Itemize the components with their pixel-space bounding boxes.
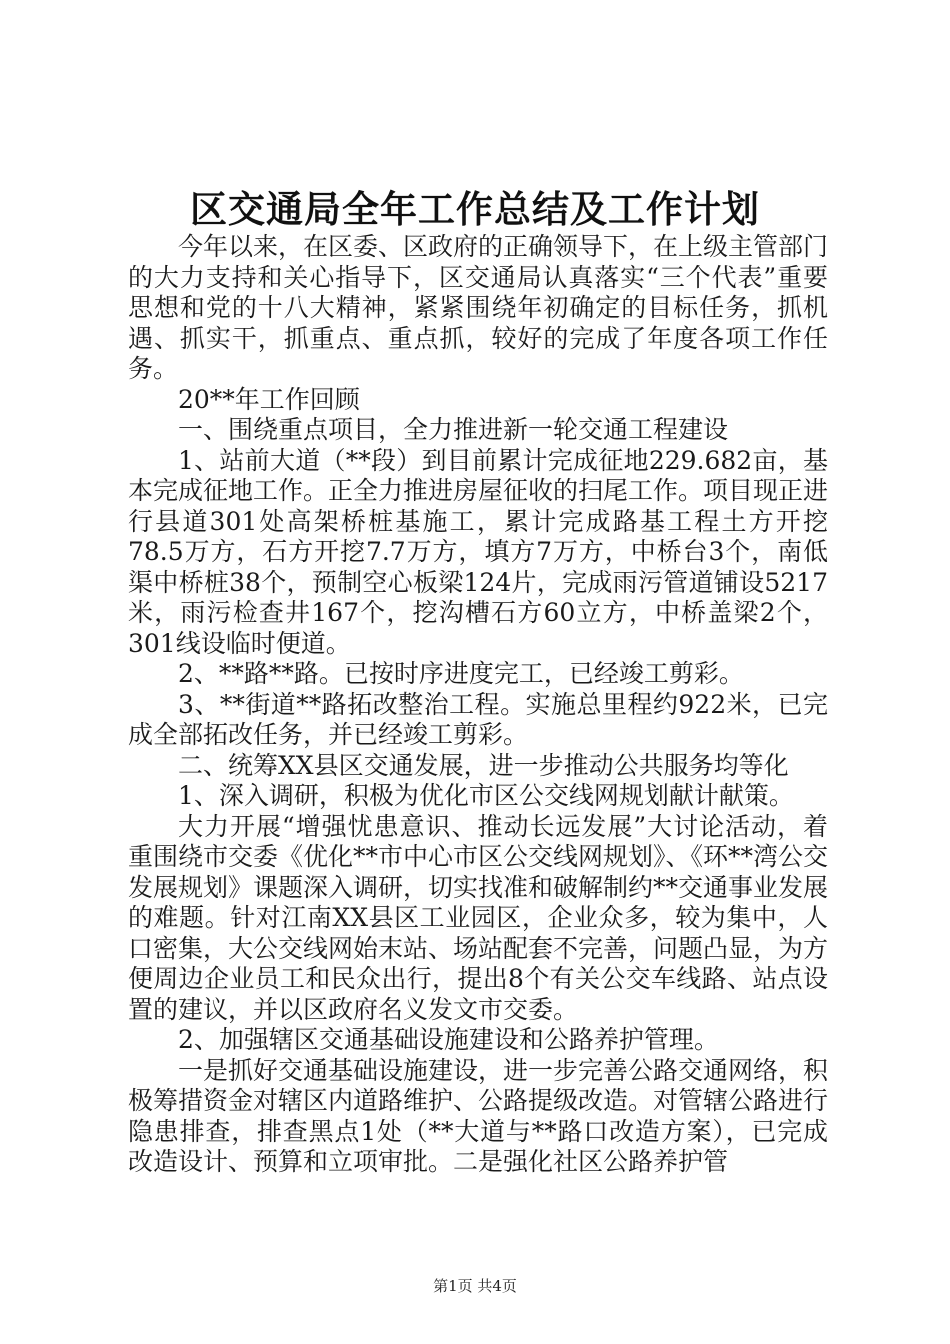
paragraph: 大力开展“增强忧患意识、推动长远发展”大讨论活动，着重围绕市交委《优化**市中心市区公交线网规划》、《环**湾公交发展规划》课题深入调研，切实找准和破解制约**交通事业发展的难题。针对江南XX县区工业园区，企业众多，较为集中，人口密集，大公交线网始末站、场站配套不完善，问题凸显，为方便周边企业员工和民众出行，提出8个有关公交车线路、站点设置的建议，并以区政府名义发文市交委。 (128, 811, 829, 1024)
paragraph: 2、**路**路。已按时序进度完工，已经竣工剪彩。 (178, 659, 744, 688)
paragraph: 今年以来，在区委、区政府的正确领导下，在上级主管部门的大力支持和关心指导下，区交通局认真落实“三个代表”重要思想和党的十八大精神，紧紧围绕年初确定的目标任务，抓机遇、抓实干，抓重点、重点抓，较好的完成了年度各项工作任务。 (128, 232, 829, 383)
paragraph: 一是抓好交通基础设施建设，进一步完善公路交通网络，积极筹措资金对辖区内道路维护、公路提级改造。对管辖公路进行隐患排查，排查黑点1处（**大道与**路口改造方案），已完成改造设计、预算和立项审批。二是强化社区公路养护管 (128, 1055, 829, 1176)
document-body (128, 232, 828, 1178)
paragraph: 20**年工作回顾 (178, 384, 360, 414)
document-title: 区交通局全年工作总结及工作计划 (190, 187, 760, 231)
page-footer: 第1页 共4页 (433, 1277, 517, 1295)
paragraph: 二、统筹XX县区交通发展，进一步推动公共服务均等化 (178, 750, 789, 780)
paragraph: 1、深入调研，积极为优化市区公交线网规划献计献策。 (178, 781, 794, 810)
paragraph: 一、围绕重点项目，全力推进新一轮交通工程建设 (178, 415, 729, 444)
paragraph: 3、**街道**路拓改整治工程。实施总里程约922米，已完成全部拓改任务，并已经竣工剪彩。 (128, 689, 828, 749)
paragraph: 1、站前大道（**段）到目前累计完成征地229.682亩，基本完成征地工作。正全力推进房屋征收的扫尾工作。项目现正进行县道301处高架桥桩基施工，累计完成路基工程土方开挖78.5万方，石方开挖7.7万方，填方7万方，中桥台3个，南低渠中桥桩38个，预制空心板梁124片，完成雨污管道铺设5217米，雨污检查井167个，挖沟槽石方60立方，中桥盖梁2个，301线设临时便道。 (128, 445, 829, 658)
paragraph: 2、加强辖区交通基础设施建设和公路养护管理。 (178, 1025, 719, 1054)
